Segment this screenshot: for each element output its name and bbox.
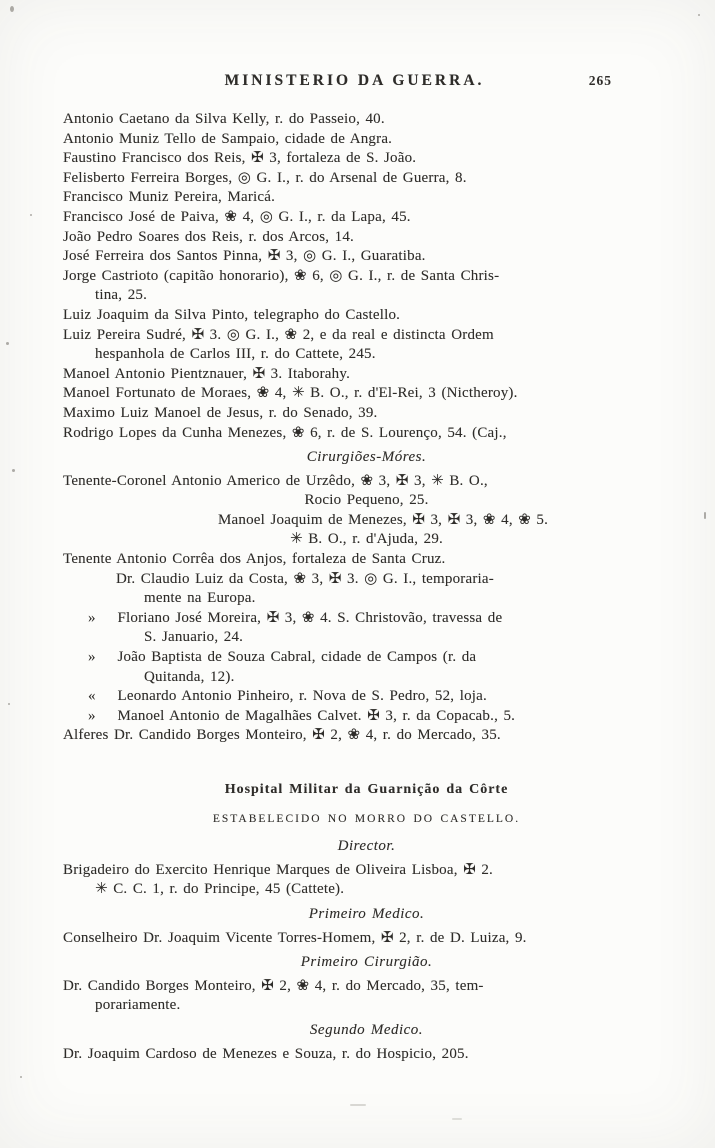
page-title: MINISTERIO DA GUERRA.: [224, 72, 485, 89]
text-line: Alferes Dr. Candido Borges Monteiro, ✠ 2, ❀ 4, r. do Mercado, 35.: [63, 727, 501, 744]
text-line: S. Januario, 24.: [144, 629, 244, 646]
text-line: ✳ C. C. 1, r. do Principe, 45 (Cattete).: [95, 881, 345, 898]
section-heading: Segundo Medico.: [309, 1021, 424, 1038]
text-line: Antonio Caetano da Silva Kelly, r. do Passeio, 40.: [63, 111, 385, 127]
text-line: Antonio Muniz Tello de Sampaio, cidade de Angra.: [63, 130, 393, 147]
text-line: Dr. Candido Borges Monteiro, ✠ 2, ❀ 4, r. do Mercado, 35, tem-: [63, 977, 484, 994]
text-line: » João Baptista de Souza Cabral, cidade de Campos (r. da: [88, 649, 477, 666]
text-line: Manoel Antonio Pientznauer, ✠ 3. Itaborahy.: [63, 365, 351, 382]
scan-speck: [452, 1118, 462, 1120]
section-heading: Director.: [337, 838, 396, 855]
scan-speck: [30, 214, 32, 216]
text-line: Felisberto Ferreira Borges, ◎ G. I., r. do Arsenal de Guerra, 8.: [63, 169, 467, 186]
scan-speck: [698, 14, 700, 16]
text-line: » Floriano José Moreira, ✠ 3, ❀ 4. S. Christovão, travessa de: [88, 609, 503, 626]
text-line: João Pedro Soares dos Reis, r. dos Arcos, 14.: [63, 228, 354, 245]
scan-speck: [8, 703, 10, 705]
scan-speck: [6, 342, 9, 345]
text-line: Manoel Joaquim de Menezes, ✠ 3, ✠ 3, ❀ 4, ❀ 5.: [218, 511, 549, 528]
text-line: Maximo Luiz Manoel de Jesus, r. do Senado, 39.: [63, 404, 378, 421]
text-line: » Manoel Antonio de Magalhães Calvet. ✠ 3, r. da Copacab., 5.: [88, 707, 516, 724]
text-line: Tenente-Coronel Antonio Americo de Urzêdo, ❀ 3, ✠ 3, ✳ B. O.,: [63, 472, 488, 489]
text-line: tina, 25.: [95, 287, 148, 304]
text-line: hespanhola de Carlos III, r. do Cattete, 245.: [95, 346, 376, 363]
section-heading: ESTABELECIDO NO MORRO DO CASTELLO.: [212, 812, 521, 825]
text-line: Francisco Muniz Pereira, Maricá.: [63, 189, 276, 206]
text-line: Manoel Fortunato de Moraes, ❀ 4, ✳ B. O., r. d'El-Rei, 3 (Nictheroy).: [63, 385, 518, 402]
text-line: mente na Europa.: [144, 590, 256, 607]
text-line: Brigadeiro do Exercito Henrique Marques de Oliveira Lisboa, ✠ 2.: [63, 861, 493, 878]
text-line: Francisco José de Paiva, ❀ 4, ◎ G. I., r. da Lapa, 45.: [63, 208, 411, 225]
page-header: [63, 72, 670, 94]
section-heading: Hospital Militar da Guarnição da Côrte: [224, 782, 509, 797]
section-heading: Cirurgiões-Móres.: [306, 449, 427, 466]
scan-speck: [350, 1104, 366, 1106]
text-line: Luiz Joaquim da Silva Pinto, telegrapho do Castello.: [63, 306, 401, 323]
text-line: Luiz Pereira Sudré, ✠ 3. ◎ G. I., ❀ 2, e da real e distincta Ordem: [63, 326, 494, 343]
text-line: Rocio Pequeno, 25.: [304, 492, 429, 509]
scan-speck: [704, 512, 706, 519]
section-heading: Primeiro Medico.: [308, 905, 425, 922]
scan-speck: [20, 1076, 22, 1078]
text-block: [63, 110, 670, 1064]
text-line: Quitanda, 12).: [144, 668, 235, 685]
text-line: Jorge Castrioto (capitão honorario), ❀ 6, ◎ G. I., r. de Santa Chris-: [63, 267, 500, 284]
text-line: Rodrigo Lopes da Cunha Menezes, ❀ 6, r. de S. Lourenço, 54. (Caj.,: [63, 424, 507, 441]
text-line: « Leonardo Antonio Pinheiro, r. Nova de S. Pedro, 52, loja.: [88, 688, 487, 705]
text-line: porariamente.: [95, 997, 181, 1014]
text-line: ✳ B. O., r. d'Ajuda, 29.: [290, 531, 443, 548]
text-line: Dr. Claudio Luiz da Costa, ❀ 3, ✠ 3. ◎ G. I., temporaria-: [116, 570, 494, 587]
text-line: Tenente Antonio Corrêa dos Anjos, fortaleza de Santa Cruz.: [63, 551, 446, 568]
page-number: 265: [588, 73, 612, 88]
scan-speck: [12, 469, 15, 472]
text-line: Conselheiro Dr. Joaquim Vicente Torres-Homem, ✠ 2, r. de D. Luiza, 9.: [63, 929, 527, 946]
section-heading: Primeiro Cirurgião.: [300, 954, 433, 971]
text-line: Faustino Francisco dos Reis, ✠ 3, fortaleza de S. João.: [63, 150, 417, 167]
text-line: José Ferreira dos Santos Pinna, ✠ 3, ◎ G. I., Guaratiba.: [63, 248, 426, 265]
text-line: Dr. Joaquim Cardoso de Menezes e Souza, r. do Hospicio, 205.: [63, 1045, 469, 1062]
scan-speck: [10, 6, 14, 12]
